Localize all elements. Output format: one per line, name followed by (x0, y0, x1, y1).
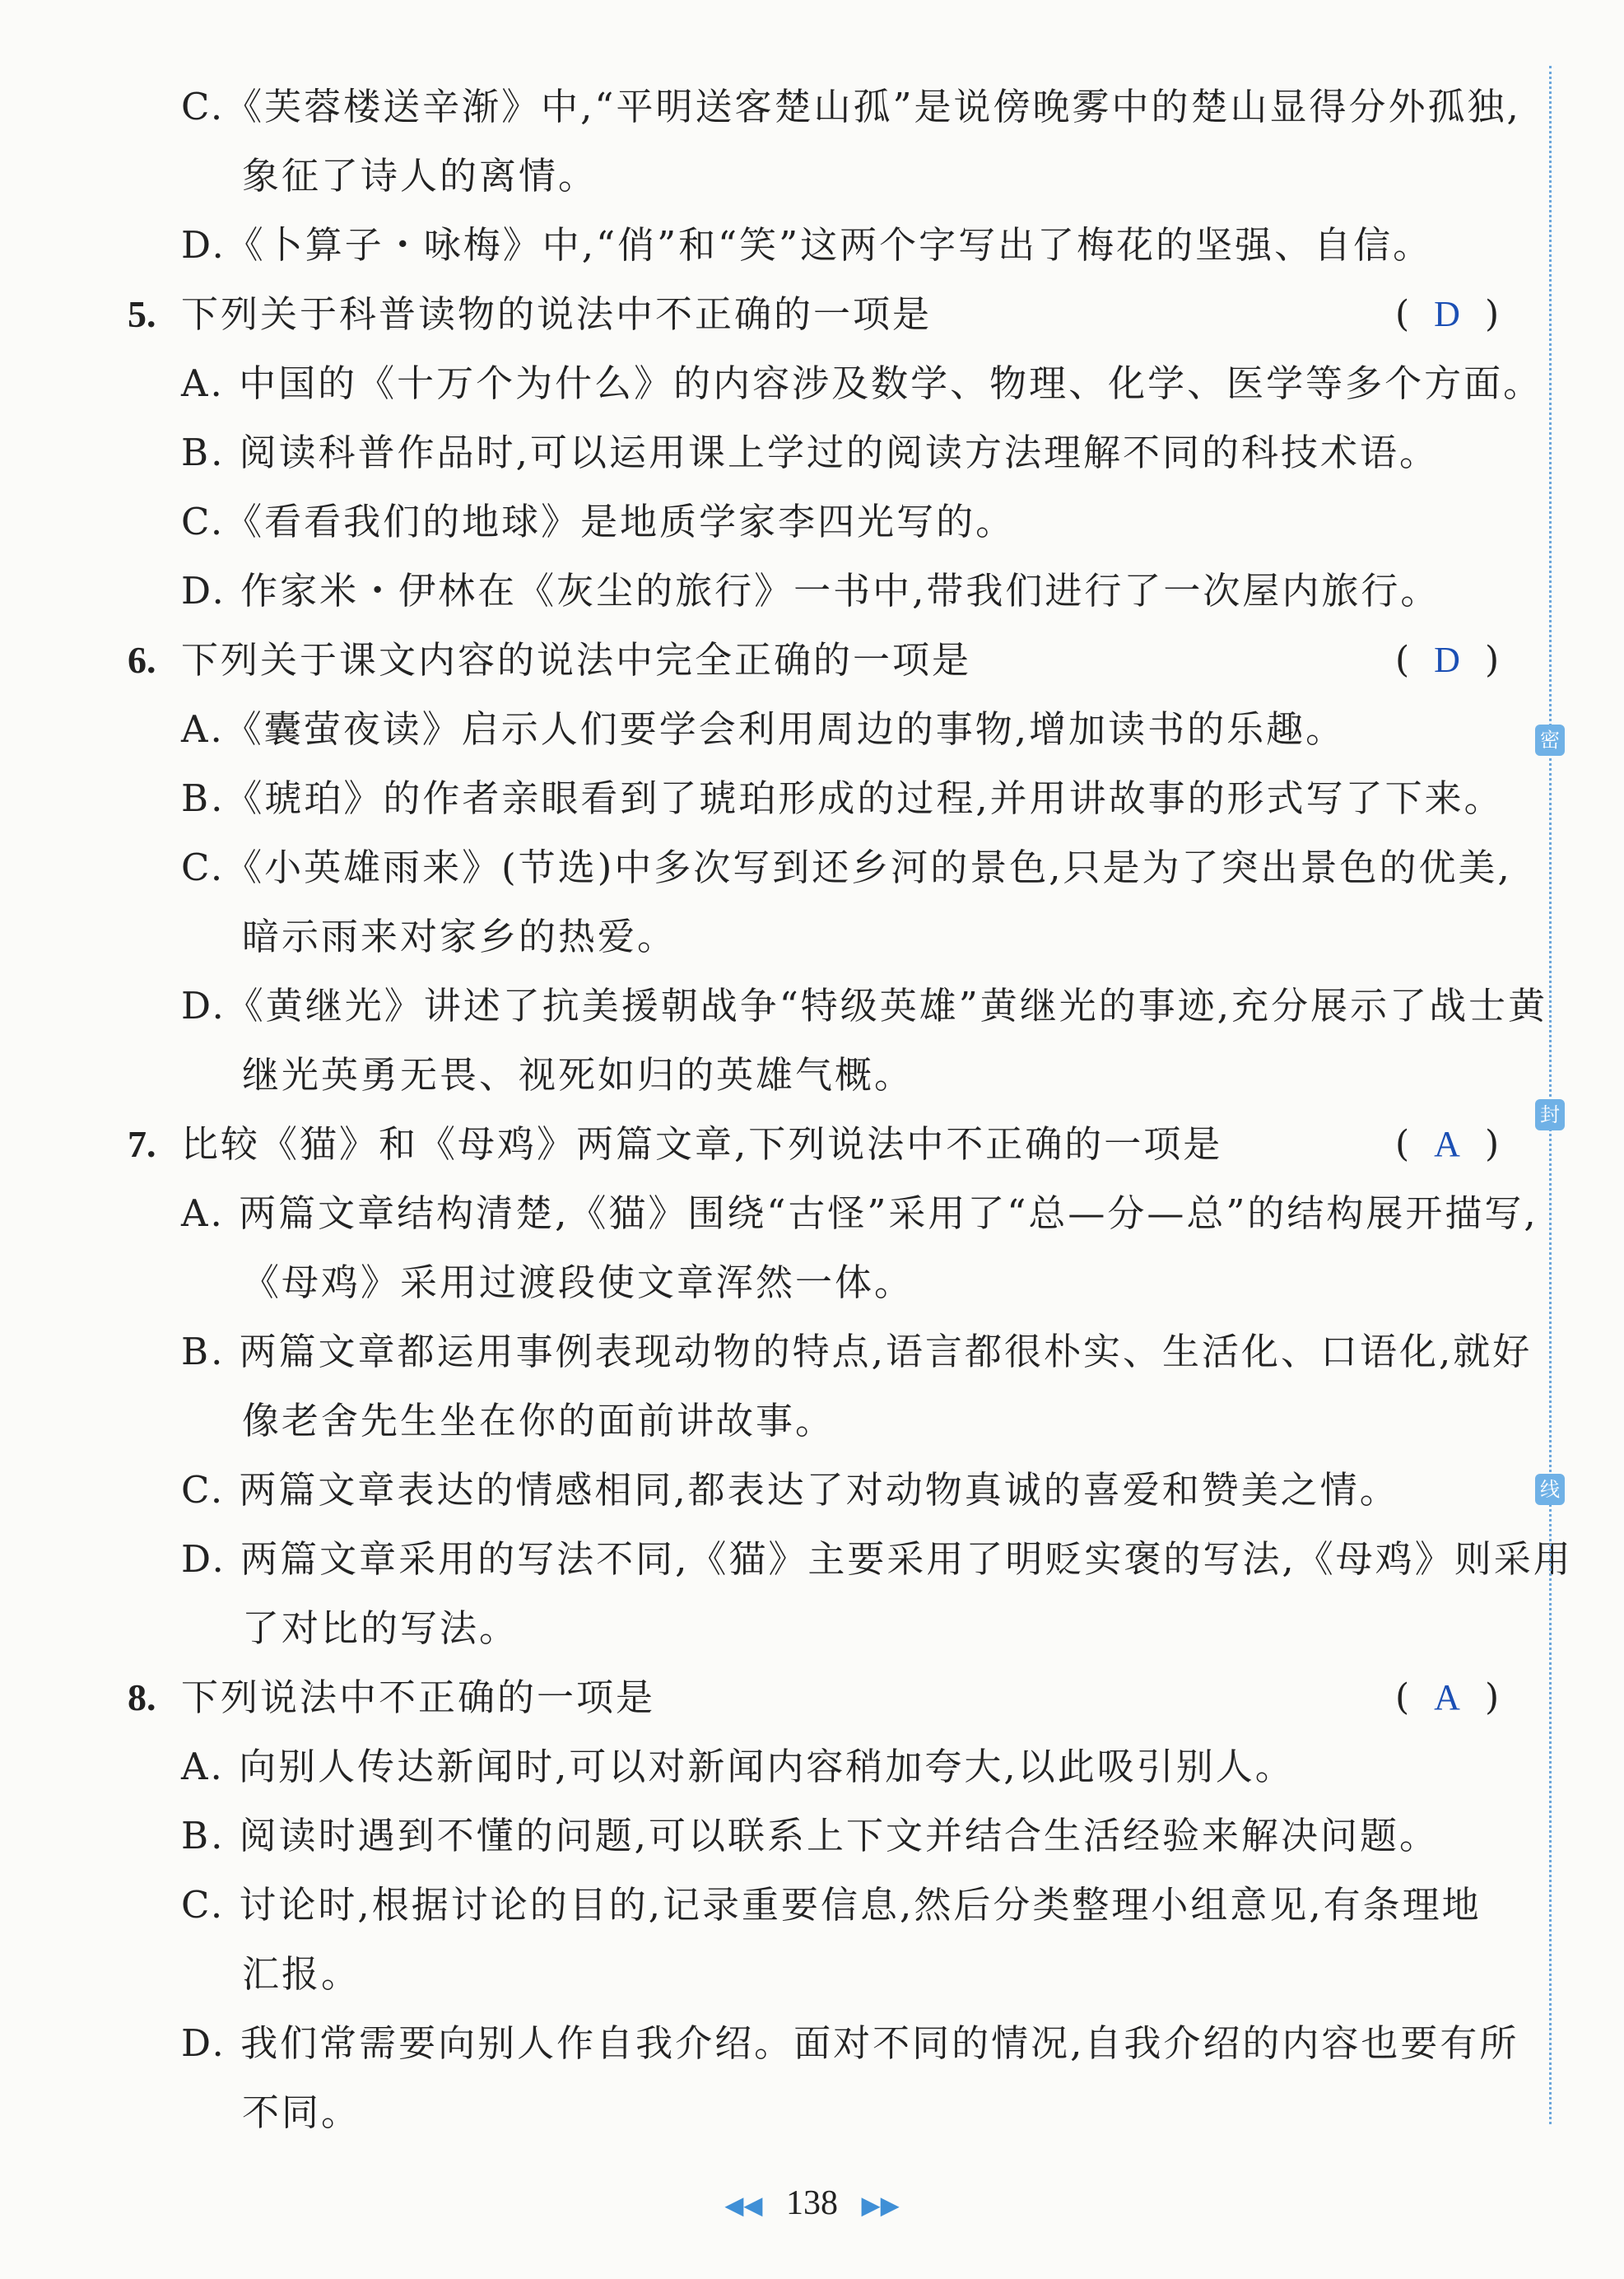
q6-option-c-line2: 暗示雨来对家乡的热爱。 (242, 915, 677, 958)
q7-answer-letter: A (1434, 1124, 1460, 1164)
q4-option-c-line1: C.《芙蓉楼送辛渐》中,“平明送客楚山孤”是说傍晚雾中的楚山显得分外孤独, (181, 85, 1521, 128)
q7-option-b-line1: B. 两篇文章都运用事例表现动物的特点,语言都很朴实、生活化、口语化,就好 (181, 1330, 1533, 1373)
q7-answer: ( A ) (1395, 1123, 1500, 1165)
q7-option-c: C. 两篇文章表达的情感相同,都表达了对动物真诚的喜爱和赞美之情。 (181, 1468, 1399, 1512)
q8-option-d-line2: 不同。 (242, 2090, 361, 2134)
q6-option-a: A.《囊萤夜读》启示人们要学会利用周边的事物,增加读书的乐趣。 (181, 707, 1346, 751)
q6-option-c-line1: C.《小英雄雨来》(节选)中多次写到还乡河的景色,只是为了突出景色的优美, (181, 846, 1512, 889)
q5-stem: 下列关于科普读物的说法中不正确的一项是 (181, 292, 933, 336)
q6-answer: ( D ) (1395, 639, 1500, 681)
q7-number: 7. (128, 1123, 156, 1165)
q8-option-d-line1: D. 我们常需要向别人作自我介绍。面对不同的情况,自我介绍的内容也要有所 (181, 2021, 1519, 2065)
q5-answer: ( D ) (1395, 293, 1500, 335)
q5-option-d: D. 作家米・伊林在《灰尘的旅行》一书中,带我们进行了一次屋内旅行。 (181, 569, 1440, 613)
margin-tab-mi: 密 (1535, 725, 1565, 756)
q6-option-d-line1: D.《黄继光》讲述了抗美援朝战争“特级英雄”黄继光的事迹,充分展示了战士黄 (181, 984, 1548, 1028)
q8-option-a: A. 向别人传达新闻时,可以对新闻内容稍加夸大,以此吸引别人。 (181, 1745, 1295, 1788)
q8-option-c-line1: C. 讨论时,根据讨论的目的,记录重要信息,然后分类整理小组意见,有条理地 (181, 1883, 1482, 1927)
q7-option-a-line1: A. 两篇文章结构清楚,《猫》围绕“古怪”采用了“总—分—总”的结构展开描写, (181, 1191, 1538, 1235)
page-footer (0, 2180, 1624, 2229)
margin-tab-feng: 封 (1535, 1099, 1565, 1130)
q8-answer-letter: A (1434, 1677, 1460, 1717)
q4-option-c-line2: 象征了诗人的离情。 (242, 154, 598, 198)
q6-stem: 下列关于课文内容的说法中完全正确的一项是 (181, 638, 972, 682)
q7-option-b-line2: 像老舍先生坐在你的面前讲故事。 (242, 1399, 835, 1442)
q8-option-c-line2: 汇报。 (242, 1952, 361, 1996)
q5-number: 5. (128, 293, 156, 335)
q5-option-b: B. 阅读科普作品时,可以运用课上学过的阅读方法理解不同的科技术语。 (181, 431, 1439, 474)
q6-number: 6. (128, 639, 156, 681)
binding-dotted-line (1549, 66, 1552, 2124)
q5-option-c: C.《看看我们的地球》是地质学家李四光写的。 (181, 500, 1016, 543)
q7-option-d-line1: D. 两篇文章采用的写法不同,《猫》主要采用了明贬实褒的写法,《母鸡》则采用 (181, 1537, 1573, 1581)
q8-answer: ( A ) (1395, 1676, 1500, 1718)
q4-option-d: D.《卜算子・咏梅》中,“俏”和“笑”这两个字写出了梅花的坚强、自信。 (181, 223, 1433, 267)
q5-option-a: A. 中国的《十万个为什么》的内容涉及数学、物理、化学、医学等多个方面。 (181, 361, 1543, 405)
q7-option-d-line2: 了对比的写法。 (242, 1606, 519, 1650)
prev-arrows-icon: ◀◀ (724, 2191, 763, 2221)
q6-answer-letter: D (1434, 640, 1460, 680)
q5-answer-letter: D (1434, 294, 1460, 334)
q8-option-b: B. 阅读时遇到不懂的问题,可以联系上下文并结合生活经验来解决问题。 (181, 1814, 1439, 1857)
q7-option-a-line2: 《母鸡》采用过渡段使文章浑然一体。 (242, 1261, 914, 1304)
q6-option-b: B.《琥珀》的作者亲眼看到了琥珀形成的过程,并用讲故事的形式写了下来。 (181, 776, 1504, 820)
margin-tab-xian: 线 (1535, 1474, 1565, 1505)
page-number: 138 (786, 2184, 838, 2222)
next-arrows-icon: ▶▶ (861, 2191, 900, 2221)
q8-stem: 下列说法中不正确的一项是 (181, 1675, 656, 1719)
q6-option-d-line2: 继光英勇无畏、视死如归的英雄气概。 (242, 1053, 914, 1097)
q7-stem: 比较《猫》和《母鸡》两篇文章,下列说法中不正确的一项是 (181, 1122, 1223, 1166)
q8-number: 8. (128, 1676, 156, 1718)
